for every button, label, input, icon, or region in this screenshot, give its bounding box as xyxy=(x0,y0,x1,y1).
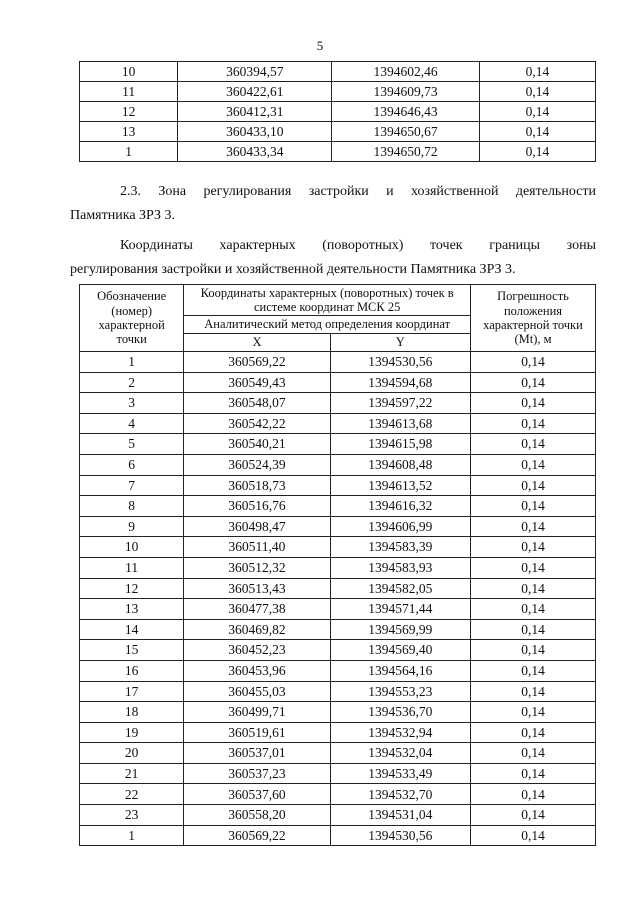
cell-error-value: 0,14 xyxy=(471,475,596,496)
cell-y-coordinate: 1394594,68 xyxy=(330,372,470,393)
cell-x-coordinate: 360422,61 xyxy=(178,82,332,102)
cell-error-value: 0,14 xyxy=(479,62,595,82)
cell-error-value: 0,14 xyxy=(471,372,596,393)
cell-point-number: 14 xyxy=(80,619,184,640)
cell-error-value: 0,14 xyxy=(471,805,596,826)
cell-y-coordinate: 1394615,98 xyxy=(330,434,470,455)
cell-error-value: 0,14 xyxy=(471,454,596,475)
table-row xyxy=(80,619,596,640)
cell-x-coordinate: 360569,22 xyxy=(184,352,330,373)
cell-x-coordinate: 360452,23 xyxy=(184,640,330,661)
table-caption-line2: регулирования застройки и хозяйственной деятельности Памятника ЗРЗ 3. xyxy=(70,262,516,277)
cell-y-coordinate: 1394583,93 xyxy=(330,557,470,578)
cell-y-coordinate: 1394569,40 xyxy=(330,640,470,661)
cell-y-coordinate: 1394530,56 xyxy=(330,825,470,846)
cell-point-number: 6 xyxy=(80,454,184,475)
cell-point-number: 4 xyxy=(80,413,184,434)
table-row xyxy=(80,413,596,434)
cell-y-coordinate: 1394582,05 xyxy=(330,578,470,599)
table-row xyxy=(80,763,596,784)
header-point-number: Обозначение (номер) характерной точки xyxy=(80,285,184,352)
table-row xyxy=(80,122,596,142)
cell-y-coordinate: 1394597,22 xyxy=(330,393,470,414)
cell-y-coordinate: 1394532,04 xyxy=(330,743,470,764)
cell-y-coordinate: 1394616,32 xyxy=(330,496,470,517)
cell-point-number: 13 xyxy=(80,122,178,142)
cell-x-coordinate: 360558,20 xyxy=(184,805,330,826)
cell-y-coordinate: 1394646,43 xyxy=(332,102,479,122)
cell-x-coordinate: 360513,43 xyxy=(184,578,330,599)
table-row xyxy=(80,352,596,373)
coordinates-table-continued-body xyxy=(80,62,596,162)
cell-y-coordinate: 1394602,46 xyxy=(332,62,479,82)
cell-y-coordinate: 1394536,70 xyxy=(330,702,470,723)
cell-point-number: 18 xyxy=(80,702,184,723)
cell-y-coordinate: 1394583,39 xyxy=(330,537,470,558)
cell-error-value: 0,14 xyxy=(471,702,596,723)
cell-x-coordinate: 360540,21 xyxy=(184,434,330,455)
table-row xyxy=(80,372,596,393)
table-row xyxy=(80,475,596,496)
cell-x-coordinate: 360516,76 xyxy=(184,496,330,517)
cell-point-number: 9 xyxy=(80,516,184,537)
cell-point-number: 2 xyxy=(80,372,184,393)
cell-error-value: 0,14 xyxy=(471,537,596,558)
cell-error-value: 0,14 xyxy=(471,599,596,620)
cell-point-number: 10 xyxy=(80,537,184,558)
table-row xyxy=(80,102,596,122)
cell-y-coordinate: 1394606,99 xyxy=(330,516,470,537)
cell-point-number: 12 xyxy=(80,102,178,122)
cell-x-coordinate: 360519,61 xyxy=(184,722,330,743)
cell-y-coordinate: 1394613,52 xyxy=(330,475,470,496)
cell-x-coordinate: 360537,60 xyxy=(184,784,330,805)
section-heading-line1 xyxy=(70,180,596,204)
cell-y-coordinate: 1394532,70 xyxy=(330,784,470,805)
table-row xyxy=(80,784,596,805)
cell-point-number: 8 xyxy=(80,496,184,517)
cell-point-number: 1 xyxy=(80,352,184,373)
cell-error-value: 0,14 xyxy=(471,743,596,764)
cell-x-coordinate: 360537,01 xyxy=(184,743,330,764)
cell-y-coordinate: 1394613,68 xyxy=(330,413,470,434)
table-row xyxy=(80,393,596,414)
cell-point-number: 1 xyxy=(80,142,178,162)
table-caption-line1 xyxy=(70,234,596,258)
cell-error-value: 0,14 xyxy=(479,102,595,122)
cell-x-coordinate: 360477,38 xyxy=(184,599,330,620)
cell-error-value: 0,14 xyxy=(471,784,596,805)
header-x: X xyxy=(184,334,330,352)
cell-x-coordinate: 360518,73 xyxy=(184,475,330,496)
cell-error-value: 0,14 xyxy=(471,722,596,743)
cell-point-number: 5 xyxy=(80,434,184,455)
header-coordinates: Координаты характерных (поворотных) точек в системе координат МСК 25 xyxy=(184,285,471,316)
cell-point-number: 3 xyxy=(80,393,184,414)
cell-x-coordinate: 360469,82 xyxy=(184,619,330,640)
cell-error-value: 0,14 xyxy=(479,122,595,142)
cell-x-coordinate: 360412,31 xyxy=(178,102,332,122)
table-row xyxy=(80,640,596,661)
table-row xyxy=(80,681,596,702)
cell-error-value: 0,14 xyxy=(471,681,596,702)
cell-y-coordinate: 1394530,56 xyxy=(330,352,470,373)
table-row xyxy=(80,496,596,517)
cell-x-coordinate: 360548,07 xyxy=(184,393,330,414)
cell-point-number: 17 xyxy=(80,681,184,702)
cell-error-value: 0,14 xyxy=(471,413,596,434)
table-row xyxy=(80,557,596,578)
cell-x-coordinate: 360549,43 xyxy=(184,372,330,393)
table-row xyxy=(80,82,596,102)
cell-x-coordinate: 360537,23 xyxy=(184,763,330,784)
table-row xyxy=(80,660,596,681)
cell-error-value: 0,14 xyxy=(471,516,596,537)
table-row xyxy=(80,516,596,537)
cell-point-number: 19 xyxy=(80,722,184,743)
header-method: Аналитический метод определения координат xyxy=(184,316,471,334)
table-row xyxy=(80,743,596,764)
cell-point-number: 23 xyxy=(80,805,184,826)
section-heading-line2: Памятника ЗРЗ 3. xyxy=(70,208,176,223)
cell-point-number: 10 xyxy=(80,62,178,82)
table-row xyxy=(80,722,596,743)
cell-x-coordinate: 360512,32 xyxy=(184,557,330,578)
cell-x-coordinate: 360511,40 xyxy=(184,537,330,558)
table-row xyxy=(80,142,596,162)
table-row xyxy=(80,62,596,82)
cell-point-number: 20 xyxy=(80,743,184,764)
cell-error-value: 0,14 xyxy=(471,434,596,455)
section-heading-text: 2.3. Зона регулирования застройки и хозяйственной деятельности xyxy=(120,184,596,199)
cell-x-coordinate: 360569,22 xyxy=(184,825,330,846)
cell-error-value: 0,14 xyxy=(471,619,596,640)
cell-point-number: 1 xyxy=(80,825,184,846)
cell-point-number: 13 xyxy=(80,599,184,620)
cell-x-coordinate: 360524,39 xyxy=(184,454,330,475)
cell-error-value: 0,14 xyxy=(471,763,596,784)
cell-point-number: 11 xyxy=(80,557,184,578)
table-caption-text: Координаты характерных (поворотных) точек границы зоны xyxy=(120,238,596,253)
table-row xyxy=(80,599,596,620)
cell-point-number: 12 xyxy=(80,578,184,599)
header-y: Y xyxy=(330,334,470,352)
table-row xyxy=(80,537,596,558)
cell-error-value: 0,14 xyxy=(471,825,596,846)
table-row xyxy=(80,825,596,846)
cell-error-value: 0,14 xyxy=(479,142,595,162)
cell-y-coordinate: 1394533,49 xyxy=(330,763,470,784)
cell-y-coordinate: 1394564,16 xyxy=(330,660,470,681)
cell-error-value: 0,14 xyxy=(471,660,596,681)
zrz3-coordinates-table xyxy=(79,284,596,846)
table-row xyxy=(80,434,596,455)
header-error: Погрешность положения характерной точки (Mt), м xyxy=(471,285,596,352)
cell-y-coordinate: 1394650,72 xyxy=(332,142,479,162)
cell-y-coordinate: 1394609,73 xyxy=(332,82,479,102)
cell-x-coordinate: 360498,47 xyxy=(184,516,330,537)
cell-x-coordinate: 360394,57 xyxy=(178,62,332,82)
cell-error-value: 0,14 xyxy=(479,82,595,102)
cell-x-coordinate: 360433,34 xyxy=(178,142,332,162)
cell-error-value: 0,14 xyxy=(471,393,596,414)
cell-point-number: 16 xyxy=(80,660,184,681)
table-row xyxy=(80,454,596,475)
table-row xyxy=(80,578,596,599)
cell-x-coordinate: 360499,71 xyxy=(184,702,330,723)
cell-point-number: 15 xyxy=(80,640,184,661)
cell-y-coordinate: 1394531,04 xyxy=(330,805,470,826)
coordinates-table-continued xyxy=(79,61,596,162)
cell-point-number: 7 xyxy=(80,475,184,496)
cell-y-coordinate: 1394553,23 xyxy=(330,681,470,702)
cell-error-value: 0,14 xyxy=(471,557,596,578)
cell-point-number: 22 xyxy=(80,784,184,805)
cell-y-coordinate: 1394608,48 xyxy=(330,454,470,475)
cell-error-value: 0,14 xyxy=(471,352,596,373)
cell-error-value: 0,14 xyxy=(471,640,596,661)
cell-y-coordinate: 1394532,94 xyxy=(330,722,470,743)
cell-y-coordinate: 1394571,44 xyxy=(330,599,470,620)
cell-x-coordinate: 360433,10 xyxy=(178,122,332,142)
page-number: 5 xyxy=(316,38,324,53)
cell-y-coordinate: 1394650,67 xyxy=(332,122,479,142)
cell-point-number: 21 xyxy=(80,763,184,784)
cell-x-coordinate: 360455,03 xyxy=(184,681,330,702)
cell-error-value: 0,14 xyxy=(471,578,596,599)
cell-x-coordinate: 360453,96 xyxy=(184,660,330,681)
table-row xyxy=(80,702,596,723)
cell-x-coordinate: 360542,22 xyxy=(184,413,330,434)
table-row xyxy=(80,805,596,826)
cell-point-number: 11 xyxy=(80,82,178,102)
zrz3-coordinates-table-body xyxy=(80,352,596,846)
cell-y-coordinate: 1394569,99 xyxy=(330,619,470,640)
cell-error-value: 0,14 xyxy=(471,496,596,517)
